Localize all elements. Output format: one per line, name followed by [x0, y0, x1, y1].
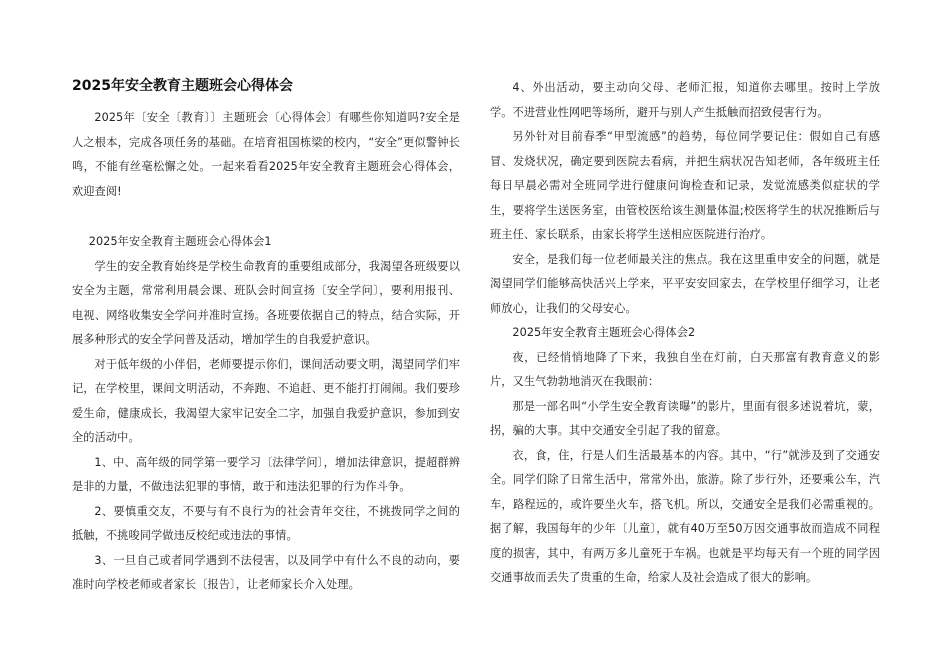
body-paragraph: 安全，是我们每一位老师最关注的焦点。我在这里重申安全的问题，就是渴望同学们能够高快活兴上学来，平平安安回家去，在学校里仔细学习，让老师放心，让我们的父母安心。 — [490, 252, 880, 315]
body-paragraph: 衣，食，住，行是人们生活最基本的内容。其中，“行”就涉及到了交通安全。同学们除了日常生活中，常常外出，旅游。除了步行外，还要乘公车，汽车，路程远的，或许要坐火车，搭飞机。所以，交通安全是我们必需重视的。据了解，我国每年的少年〔儿童〕，就有40万至50万因交通事故而造成不同程度的损害，其中，有两万多儿童死于车祸。也就是平均每天有一个班的同学因交通事故而丢失了贵重的生命，给家人及社会造成了很大的影响。 — [490, 448, 880, 584]
list-item-1: 1、中、高年级的同学第一要学习〔法律学问〕，增加法律意识，提超群辨是非的力量，不做违法犯罪的事情，敢于和违法犯罪的行为作斗争。 — [72, 455, 460, 493]
intro-paragraph: 2025年〔安全〔教育〕〕主题班会〔心得体会〕有哪些你知道吗?安全是人之根本，完成各项任务的基础。在培育祖国栋梁的校内，“安全”更似警钟长鸣，不能有丝毫松懈之处。一起来看看2025年安全教育主题班会心得体会，欢迎查阅! — [72, 111, 460, 198]
section-heading-1: 2025年安全教育主题班会心得体会1 — [88, 235, 272, 248]
body-paragraph: 另外针对目前春季“甲型流感”的趋势，每位同学要记住：假如自己有感冒、发烧状况，确定要到医院去看病，并把生病状况告知老师，各年级班主任每日早晨必需对全班同学进行健康问询检查和记录，发觉流感类似症状的学生，要将学生送医务室，由管校医给该生测量体温;校医将学生的状况推断后与班主任、家长联系，由家长将学生送相应医院进行治疗。 — [490, 130, 880, 241]
body-paragraph: 学生的安全教育始终是学校生命教育的重要组成部分，我渴望各班级要以安全为主题，常常利用晨会课、班队会时间宣扬〔安全学问〕，要利用报刊、电视、网络收集安全学问并准时宣扬。各班要依据自己的特点，结合实际，开展多种形式的安全学问普及活动，增加学生的自我爱护意识。 — [72, 259, 460, 346]
left-column — [72, 76, 460, 598]
document-title: 2025年安全教育主题班会心得体会 — [72, 78, 293, 94]
list-item-4: 4、外出活动，要主动向父母、老师汇报，知道你去哪里。按时上学放学。不进营业性网吧等场所，避开与别人产生抵触而招致侵害行为。 — [490, 81, 880, 119]
body-paragraph: 夜，已经悄悄地降了下来，我独自坐在灯前，白天那富有教育意义的影片，又生气勃勃地消灭在我眼前： — [490, 350, 880, 388]
section-heading-2: 2025年安全教育主题班会心得体会2 — [512, 326, 696, 339]
spacer — [72, 204, 460, 230]
body-paragraph: 那是一部名叫“小学生安全教育读曝”的影片，里面有很多述说着坑，蒙，拐，骗的大事。其中交通安全引起了我的留意。 — [490, 399, 880, 437]
body-paragraph: 对于低年级的小伴侣，老师要提示你们，课间活动要文明，渴望同学们牢记，在学校里，课间文明活动，不奔跑、不追赶、更不能打打闹闹。我们要珍爱生命，健康成长，我渴望大家牢记安全二字，加强自我爱护意识，参加到安全的活动中。 — [72, 357, 460, 444]
list-item-2: 2、要慎重交友，不要与有不良行为的社会青年交往，不挑拨同学之间的抵触，不挑唆同学做违反校纪或违法的事情。 — [72, 504, 460, 542]
right-column — [490, 76, 880, 591]
list-item-3: 3、一旦自己或者同学遇到不法侵害，以及同学中有什么不良的动向，要准时向学校老师或者家长〔报告〕，让老师家长介入处理。 — [72, 553, 460, 591]
